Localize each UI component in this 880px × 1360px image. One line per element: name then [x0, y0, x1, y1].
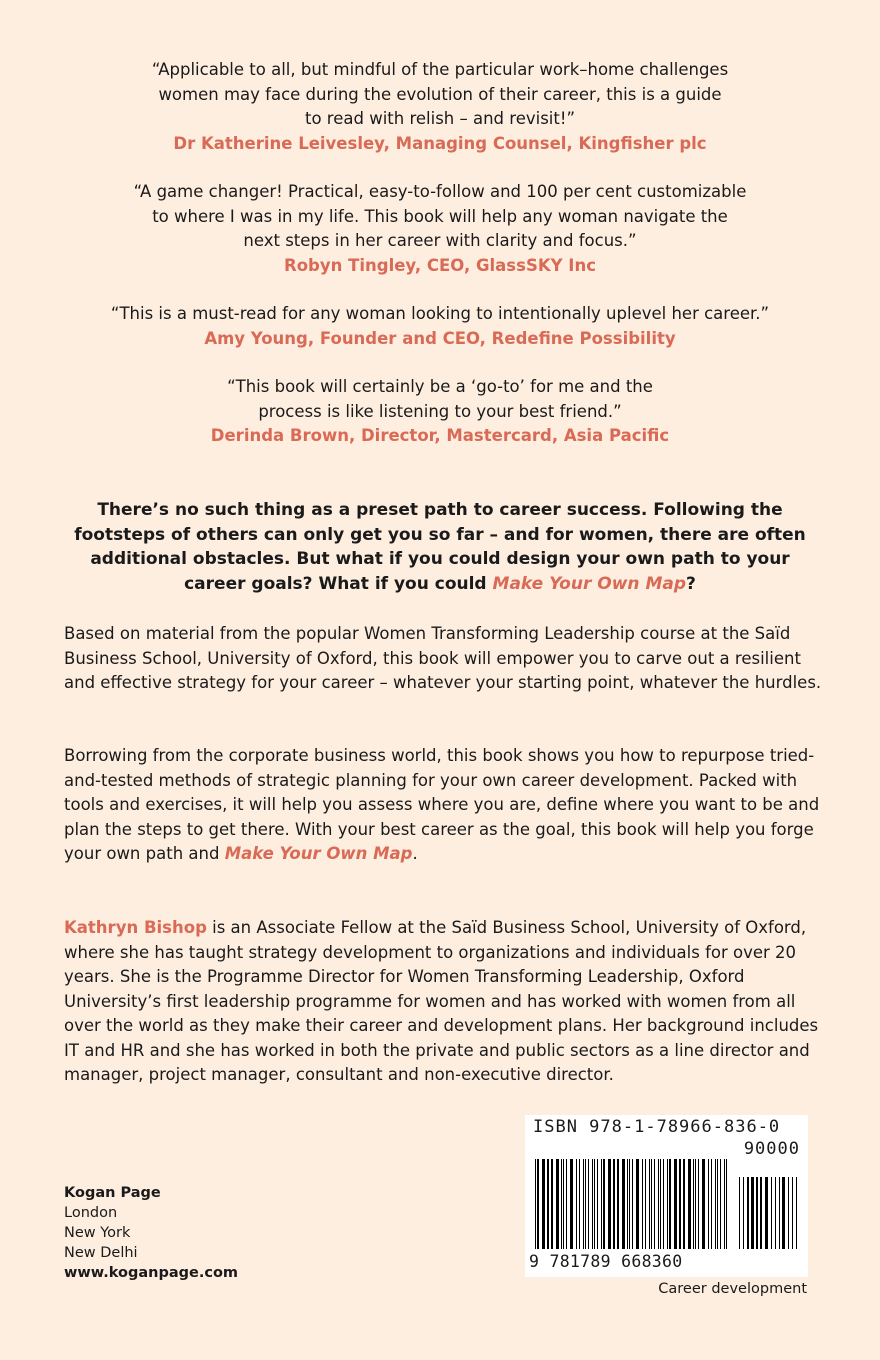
barcode-bar [649, 1159, 650, 1249]
barcode-bar [629, 1159, 630, 1249]
author-name: Kathryn Bishop [64, 918, 207, 937]
barcode-bar [603, 1159, 605, 1249]
barcode-bar [698, 1159, 699, 1249]
barcode-bar [658, 1159, 659, 1249]
publisher-info [64, 1183, 238, 1283]
endorsement-text: “A game changer! Practical, easy-to-follow and 100 per cent customizable [133, 182, 747, 201]
barcode-bar [617, 1159, 619, 1249]
author-bio-text: is an Associate Fellow at the Saïd Business School, University of Oxford, where she has taught strategy development to organizations and individuals for over 20 years. She is the Programme Director for Women Transforming Leadership, Oxford University’s first leadership programme for women and has worked with women from all over the world as they make their career and development plans. Her background includes IT and HR and she has worked in both the private and public sectors as a line director and manager, project manager, consultant and non-executive director. [64, 918, 819, 1084]
barcode-bar [588, 1159, 589, 1249]
barcode-bar [693, 1159, 694, 1249]
barcode-bar [597, 1159, 598, 1249]
endorsements [0, 58, 880, 473]
description-paragraph-1: Based on material from the popular Women Transforming Leadership course at the Saïd Business School, University of Oxford, this book will empower you to carve out a resilient and effective strategy for your career – whatever your starting point, whatever the hurdles. [64, 624, 822, 692]
barcode-bar [563, 1159, 564, 1249]
barcode-bars [531, 1159, 803, 1251]
barcode-bar [594, 1159, 595, 1249]
blurb-book-title: Make Your Own Map [492, 573, 687, 594]
description-text: Borrowing from the corporate business world, this book shows you how to repurpose tried-and-tested methods of strategic planning for your own career development. Packed with tools and exercises, it will help you assess where you are, define where you want to be and plan the steps to get there. With your best career as the goal, this book will help you forge your own path and [64, 746, 820, 863]
barcode-bar [765, 1177, 768, 1249]
barcode-bar [660, 1159, 661, 1249]
publisher-city: New York [64, 1225, 131, 1241]
subject-category: Career development [658, 1281, 807, 1297]
endorsement-text: “Applicable to all, but mindful of the particular work–home challenges [151, 60, 729, 79]
publisher-website: www.koganpage.com [64, 1265, 239, 1281]
barcode-bar [663, 1159, 664, 1249]
barcode-bar [566, 1159, 567, 1249]
endorsement-4 [0, 375, 880, 449]
barcode-bar [561, 1159, 562, 1249]
barcode-bar [667, 1159, 668, 1249]
endorsement-author: Robyn Tingley, CEO, GlassSKY Inc [284, 255, 596, 275]
barcode-bar [747, 1177, 749, 1249]
barcode-bar [739, 1177, 740, 1249]
barcode-bar [632, 1159, 633, 1249]
blurb-end: ? [686, 573, 696, 594]
barcode-bar [570, 1159, 573, 1249]
barcode-bar [792, 1177, 793, 1249]
barcode-bar [651, 1159, 652, 1249]
barcode-bar [627, 1159, 628, 1249]
barcode-bar [669, 1159, 671, 1249]
barcode-addon-number: 90000 [743, 1139, 800, 1159]
barcode-bar [775, 1177, 776, 1249]
barcode-bar [724, 1159, 725, 1249]
blurb-text: There’s no such thing as a preset path to career success. Following the footsteps of others can only get you so far – and for women, there are often additional obstacles. But what if you could design your own path to your career goals? What if you could [74, 500, 806, 594]
barcode-bar [583, 1159, 584, 1249]
endorsement-2 [0, 180, 880, 278]
barcode-bar [782, 1177, 785, 1249]
isbn-label: ISBN 978-1-78966-836-0 [533, 1117, 781, 1137]
endorsement-author: Derinda Brown, Director, Mastercard, Asia Pacific [210, 426, 670, 445]
endorsement-text: to where I was in my life. This book will help any woman navigate the [152, 206, 728, 226]
publisher-city: New Delhi [64, 1245, 138, 1261]
barcode-bar [645, 1159, 646, 1249]
publisher-city: London [64, 1205, 118, 1221]
barcode-bar [756, 1177, 758, 1249]
publisher-name: Kogan Page [64, 1185, 161, 1201]
endorsement-author: Dr Katherine Leivesley, Managing Counsel, Kingfisher plc [173, 133, 707, 153]
description-end: . [412, 844, 418, 863]
barcode-bar [743, 1177, 744, 1249]
barcode-bar [537, 1159, 539, 1249]
barcode-bar [636, 1159, 639, 1249]
barcode-bar [576, 1159, 577, 1249]
barcode-bar [642, 1159, 643, 1249]
endorsement-text: “This book will certainly be a ‘go-to’ for me and the [227, 377, 653, 396]
description-book-title: Make Your Own Map [224, 844, 413, 863]
barcode-bar [720, 1159, 721, 1249]
barcode-bar [715, 1159, 716, 1249]
barcode-bar [579, 1159, 580, 1249]
barcode-bar [760, 1177, 762, 1249]
barcode-bar [788, 1177, 789, 1249]
endorsement-author: Amy Young, Founder and CEO, Redefine Possibility [204, 328, 676, 348]
endorsement-text: women may face during the evolution of their career, this is a guide [158, 84, 722, 104]
endorsement-text: “This is a must-read for any woman looking to intentionally uplevel her career.” [110, 304, 770, 323]
barcode-bar [771, 1177, 772, 1249]
endorsement-text: next steps in her career with clarity and focus.” [243, 231, 637, 250]
endorsement-1 [0, 58, 880, 156]
barcode-bar [702, 1159, 705, 1249]
barcode-bar [717, 1159, 718, 1249]
author-bio [64, 916, 824, 1088]
barcode-bar [535, 1159, 536, 1249]
barcode-bar [695, 1159, 696, 1249]
barcode-bar [708, 1159, 709, 1249]
barcode-bar [679, 1159, 681, 1249]
endorsement-text: process is like listening to your best friend.” [258, 401, 622, 421]
barcode-bar [608, 1159, 611, 1249]
barcode-bar [654, 1159, 655, 1249]
barcode-bar [601, 1159, 602, 1249]
barcode-bar [683, 1159, 685, 1249]
blurb [60, 498, 820, 596]
barcode-bar [688, 1159, 691, 1249]
description-paragraph-2 [64, 744, 824, 867]
barcode-bar [585, 1159, 586, 1249]
barcode-bar [711, 1159, 712, 1249]
barcode-bar [556, 1159, 559, 1249]
barcode-bar [592, 1159, 593, 1249]
barcode-bar [542, 1159, 545, 1249]
barcode-bar [726, 1159, 727, 1249]
isbn-barcode [525, 1115, 808, 1277]
barcode-bar [796, 1177, 797, 1249]
barcode-bar [779, 1177, 780, 1249]
barcode-bar [622, 1159, 625, 1249]
barcode-bar [547, 1159, 549, 1249]
barcode-bar [613, 1159, 615, 1249]
endorsement-text: to read with relish – and revisit!” [304, 109, 576, 128]
endorsement-3 [0, 302, 880, 351]
barcode-ean-number: 9 781789 668360 [529, 1252, 683, 1271]
barcode-bar [674, 1159, 677, 1249]
barcode-bar [751, 1177, 754, 1249]
barcode-bar [551, 1159, 553, 1249]
